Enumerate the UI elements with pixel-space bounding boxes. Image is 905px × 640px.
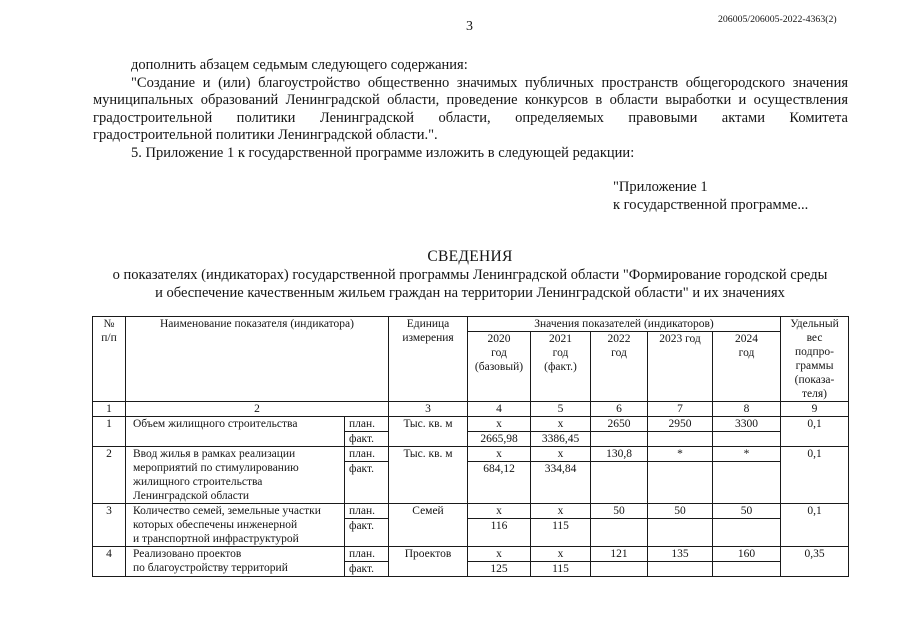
- plan-value-2024: 160: [713, 547, 781, 562]
- column-number: 3: [389, 402, 468, 417]
- indicator-name-line: Ввод жилья в рамках реализации: [133, 448, 296, 460]
- fact-value-2021: 334,84: [531, 462, 591, 504]
- header-year-line: год: [738, 347, 755, 360]
- column-number: 4: [468, 402, 531, 417]
- fact-value-2023: [648, 519, 713, 547]
- column-number: 9: [781, 402, 849, 417]
- indicator-1-plan-row: [93, 417, 849, 432]
- header-num: [93, 317, 126, 402]
- header-year-2023: [648, 332, 713, 402]
- plan-value-2023: 135: [648, 547, 713, 562]
- header-values-group: Значения показателей (индикаторов): [468, 317, 781, 332]
- section-subtitle-line-2: и обеспечение качественным жильем граждан на территории Ленинградской области" и их значениях: [155, 285, 785, 301]
- indicator-3-plan-row: [93, 504, 849, 519]
- appendix-reference: [613, 178, 808, 214]
- item-5-line: 5. Приложение 1 к государственной программе изложить в следующей редакции:: [131, 144, 635, 161]
- indicator-name: [126, 504, 345, 547]
- plan-value-2020: х: [468, 447, 531, 462]
- appendix-subtitle-line: к государственной программе...: [613, 197, 809, 213]
- plan-value-2020: х: [468, 547, 531, 562]
- row-number: 3: [93, 504, 126, 547]
- header-weight: [781, 317, 849, 402]
- header-unit-line: Единица: [406, 318, 450, 330]
- plan-value-2021: х: [531, 547, 591, 562]
- unit-cell: Тыс. кв. м: [389, 447, 468, 504]
- plan-value-2022: 121: [591, 547, 648, 562]
- indicator-name: [126, 417, 345, 447]
- appendix-title-line: "Приложение 1: [613, 179, 708, 195]
- section-subtitle-line-1: о показателях (индикаторах) государственной программы Ленинградской области "Формирование городской среды: [112, 267, 828, 283]
- column-number: 2: [126, 402, 389, 417]
- indicator-name-line: Реализовано проектов: [133, 548, 242, 560]
- column-numbers-row: [93, 402, 849, 417]
- indicator-name-line: и транспортной инфраструктурой: [133, 533, 299, 545]
- plan-label: план.: [345, 504, 389, 519]
- fact-value-2022: [591, 519, 648, 547]
- fact-label: факт.: [345, 462, 389, 504]
- plan-value-2024: *: [713, 447, 781, 462]
- indicator-name-line: мероприятий по стимулированию: [133, 462, 299, 474]
- unit-cell: Проектов: [389, 547, 468, 577]
- header-year-line: 2020: [487, 333, 511, 346]
- fact-label: факт.: [345, 432, 389, 447]
- header-num-line: п/п: [101, 332, 117, 344]
- header-weight-line: вес: [806, 332, 823, 344]
- fact-value-2021: 115: [531, 562, 591, 577]
- plan-value-2024: 50: [713, 504, 781, 519]
- plan-label: план.: [345, 547, 389, 562]
- fact-value-2024: [713, 462, 781, 504]
- header-year-2022: [591, 332, 648, 402]
- weight-cell: 0,35: [781, 547, 849, 577]
- plan-value-2021: х: [531, 447, 591, 462]
- indicator-name: [126, 447, 345, 504]
- indicator-name-line: по благоустройству территорий: [133, 562, 288, 574]
- body-text: [93, 57, 848, 163]
- fact-label: факт.: [345, 562, 389, 577]
- document-id: 206005/206005-2022-4363(2): [718, 14, 837, 25]
- quote-line-1: "Создание и (или) благоустройство общественно значимых публичных пространств общегородского значения: [131, 74, 848, 91]
- fact-value-2022: [591, 562, 648, 577]
- unit-cell: Тыс. кв. м: [389, 417, 468, 447]
- header-num-line: №: [103, 318, 115, 330]
- plan-value-2023: 2950: [648, 417, 713, 432]
- intro-line: дополнить абзацем седьмым следующего содержания:: [131, 57, 468, 73]
- quote-line-4: градостроительной политики Ленинградской области.".: [93, 127, 438, 144]
- plan-value-2024: 3300: [713, 417, 781, 432]
- fact-value-2024: [713, 519, 781, 547]
- plan-label: план.: [345, 447, 389, 462]
- plan-label: план.: [345, 417, 389, 432]
- header-unit: [389, 317, 468, 402]
- quote-line-2: муниципальных образований Ленинградской области, проведение конкурсов в области выработки и осуществления: [93, 92, 848, 109]
- row-number: 2: [93, 447, 126, 504]
- fact-value-2021: 115: [531, 519, 591, 547]
- row-number: 1: [93, 417, 126, 447]
- plan-value-2022: 130,8: [591, 447, 648, 462]
- indicators-table: [92, 316, 849, 577]
- fact-value-2020: 125: [468, 562, 531, 577]
- header-unit-line: измерения: [402, 332, 454, 344]
- section-title: [92, 248, 848, 302]
- header-year-line: (базовый): [474, 361, 524, 374]
- fact-value-2021: 3386,45: [531, 432, 591, 447]
- header-weight-line: теля): [802, 388, 827, 400]
- indicator-name-line: Количество семей, земельные участки: [133, 505, 321, 517]
- fact-label: факт.: [345, 519, 389, 547]
- header-year-2024: [713, 332, 781, 402]
- header-year-line: 2023 год: [659, 333, 701, 346]
- plan-value-2022: 2650: [591, 417, 648, 432]
- indicator-name-line: жилищного строительства: [133, 476, 263, 488]
- indicator-name-line: которых обеспечены инженерной: [133, 519, 298, 531]
- fact-value-2020: 2665,98: [468, 432, 531, 447]
- weight-cell: 0,1: [781, 417, 849, 447]
- plan-value-2020: х: [468, 417, 531, 432]
- header-year-line: год: [491, 347, 507, 360]
- fact-value-2020: 684,12: [468, 462, 531, 504]
- column-number: 8: [713, 402, 781, 417]
- fact-value-2024: [713, 562, 781, 577]
- plan-value-2022: 50: [591, 504, 648, 519]
- fact-value-2023: [648, 562, 713, 577]
- page-number: 3: [466, 19, 473, 34]
- fact-value-2020: 116: [468, 519, 531, 547]
- header-weight-line: Удельный: [790, 318, 839, 330]
- plan-value-2021: х: [531, 504, 591, 519]
- unit-cell: Семей: [389, 504, 468, 547]
- plan-value-2021: х: [531, 417, 591, 432]
- fact-value-2022: [591, 462, 648, 504]
- plan-value-2023: *: [648, 447, 713, 462]
- indicator-name: [126, 547, 345, 577]
- header-year-line: год: [552, 347, 569, 360]
- weight-cell: 0,1: [781, 504, 849, 547]
- fact-value-2023: [648, 432, 713, 447]
- header-year-line: 2024: [735, 333, 758, 346]
- column-number: 1: [93, 402, 126, 417]
- weight-cell: 0,1: [781, 447, 849, 504]
- header-year-2020: [468, 332, 531, 402]
- header-year-2021: [531, 332, 591, 402]
- plan-value-2020: х: [468, 504, 531, 519]
- column-number: 7: [648, 402, 713, 417]
- header-year-line: год: [611, 347, 627, 360]
- section-heading: СВЕДЕНИЯ: [427, 248, 513, 265]
- indicator-name-line: Ленинградской области: [133, 490, 250, 502]
- plan-value-2023: 50: [648, 504, 713, 519]
- header-weight-line: подпро-: [795, 346, 834, 358]
- indicator-2-plan-row: [93, 447, 849, 462]
- header-weight-line: граммы: [795, 360, 834, 372]
- fact-value-2024: [713, 432, 781, 447]
- indicator-4-plan-row: [93, 547, 849, 562]
- quote-line-3: градостроительной политики Ленинградской области, определяемых правовыми актами Комитета: [93, 109, 848, 126]
- header-weight-line: (показа-: [794, 374, 835, 386]
- header-year-line: 2021: [549, 333, 572, 346]
- header-name: Наименование показателя (индикатора): [126, 317, 389, 402]
- indicator-name-line: Объем жилищного строительства: [133, 418, 298, 430]
- column-number: 5: [531, 402, 591, 417]
- header-year-line: (факт.): [544, 361, 577, 374]
- header-row: [93, 317, 849, 332]
- column-number: 6: [591, 402, 648, 417]
- header-year-line: 2022: [607, 333, 631, 346]
- fact-value-2023: [648, 462, 713, 504]
- row-number: 4: [93, 547, 126, 577]
- fact-value-2022: [591, 432, 648, 447]
